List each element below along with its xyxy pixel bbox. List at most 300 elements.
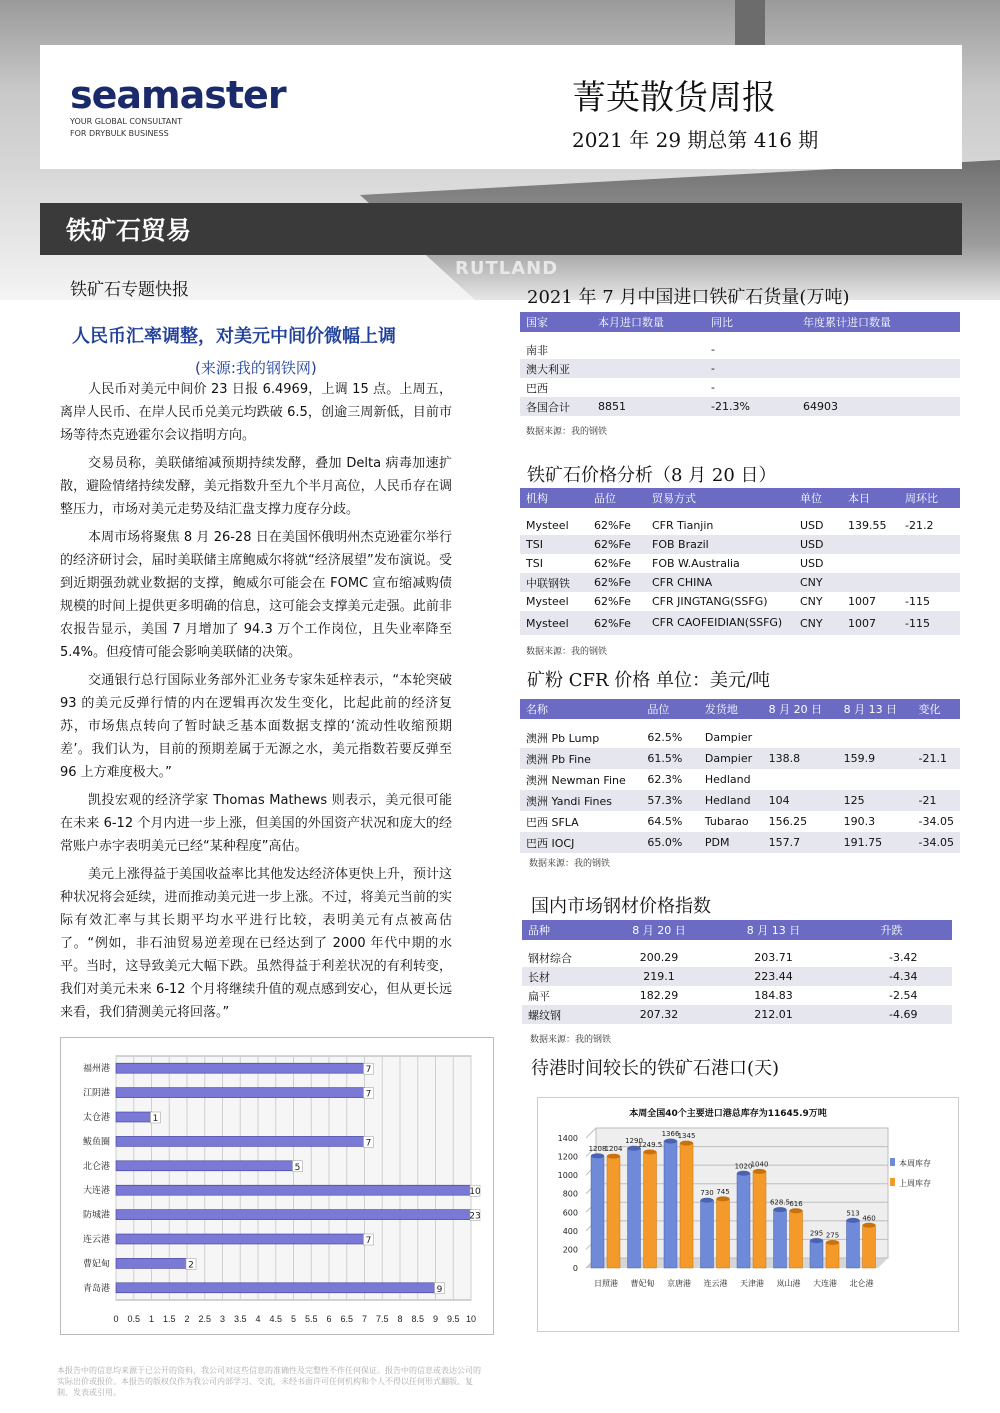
table-cell: CFR JINGTANG(SSFG) xyxy=(652,595,768,608)
data-label: 730 xyxy=(700,1189,714,1198)
table-cell: - xyxy=(711,381,715,394)
table-cell: CFR CAOFEIDIAN(SSFG) xyxy=(646,611,794,635)
table-cell: Mysteel xyxy=(520,611,588,635)
table-row xyxy=(520,359,960,378)
table-header-row xyxy=(520,488,960,508)
article-paragraph: 交通银行总行国际业务部外汇业务专家朱延梓表示，“本轮突破 93 的美元反弹行情的内在逻辑再次发生变化，比起此前的经济复苏，市场焦点转向了暂时缺乏基本面数据支撑的‘流动性收缩预期差’。我们认为，目前的预期差属于无源之水，美元指数若要反弹至 96 上方难度极大。” xyxy=(60,673,452,780)
x-tick-label: 0 xyxy=(113,1314,119,1324)
y-tick-label: 1200 xyxy=(557,1152,578,1162)
table-row xyxy=(520,397,960,416)
table-cell: CNY xyxy=(800,595,823,608)
table-cell: PDM xyxy=(699,832,763,853)
bar xyxy=(116,1063,365,1073)
table-cell: Mysteel xyxy=(526,595,569,608)
column-header: 周环比 xyxy=(899,488,960,508)
table-row xyxy=(520,340,960,359)
bar xyxy=(810,1241,823,1268)
table-cell: 澳洲 Pb Lump xyxy=(526,731,600,745)
table-cell: 澳洲 Newman Fine xyxy=(526,773,626,787)
column-header: 本月进口数量 xyxy=(592,312,705,332)
table-header-row xyxy=(520,312,960,332)
column-header: 升跌 xyxy=(831,920,952,940)
bar-top xyxy=(863,1223,876,1228)
column-header: 8 月 20 日 xyxy=(602,920,716,940)
table-cell: 钢材综合 xyxy=(528,951,572,965)
table-cell: 巴西 xyxy=(526,381,548,395)
table-cell: 巴西 SFLA xyxy=(526,815,579,829)
table-cell: CNY xyxy=(794,611,842,635)
table-cell: 62.5% xyxy=(647,731,683,744)
column-header: 名称 xyxy=(520,699,641,719)
table-cell: USD xyxy=(800,519,824,532)
table-cell: 190.3 xyxy=(843,815,876,828)
table-cell: CFR Tianjin xyxy=(652,519,714,532)
table-row xyxy=(520,811,960,832)
table-cell xyxy=(899,573,960,592)
table-cell: 64.5% xyxy=(647,815,683,828)
y-category-label: 曹妃甸 xyxy=(82,1259,110,1270)
table-cell: -115 xyxy=(899,611,960,635)
data-label: 1020 xyxy=(734,1162,753,1171)
column-header: 贸易方式 xyxy=(646,488,794,508)
x-tick-label: 2 xyxy=(184,1314,190,1324)
logo-wordmark: seamaster xyxy=(70,73,286,117)
y-category-label: 青岛港 xyxy=(82,1283,110,1294)
data-label: 9 xyxy=(436,1284,443,1295)
table-cell: -21.3% xyxy=(705,397,797,416)
x-category-label: 天津港 xyxy=(740,1279,764,1288)
column-header: 品种 xyxy=(522,920,602,940)
waiting-days-chart-svg xyxy=(61,1038,493,1334)
table-cell: USD xyxy=(800,557,824,570)
table-cell: 104 xyxy=(763,790,838,811)
ore-price-source-note: 数据来源：我的钢铁 xyxy=(526,647,608,657)
table-cell: 62%Fe xyxy=(588,573,646,592)
bar xyxy=(863,1225,876,1268)
table-cell: 184.83 xyxy=(754,989,793,1002)
y-tick-label: 200 xyxy=(562,1245,578,1255)
bar xyxy=(826,1242,839,1268)
data-label: 513 xyxy=(846,1209,860,1218)
table-cell xyxy=(842,573,899,592)
ship-name-label: RUTLAND xyxy=(455,258,559,279)
table-cell: -3.42 xyxy=(889,951,918,964)
table-cell: FOB Brazil xyxy=(646,535,794,554)
bar xyxy=(790,1211,803,1268)
data-label: 7 xyxy=(365,1089,372,1100)
section-title: 铁矿石贸易 xyxy=(66,216,192,245)
table-row xyxy=(520,611,960,635)
table-cell: -21.2 xyxy=(905,519,934,532)
table-row xyxy=(520,535,960,554)
table-cell xyxy=(842,535,899,554)
steel-table xyxy=(522,920,952,1024)
column-header: 8 月 13 日 xyxy=(838,699,913,719)
table-cell: 182.29 xyxy=(639,989,679,1002)
article-source: (来源:我的钢铁网) xyxy=(195,359,317,377)
bar-top xyxy=(591,1153,604,1158)
table-cell xyxy=(842,554,899,573)
table-cell: Hedland xyxy=(699,790,763,811)
logo-tagline-2: FOR DRYBULK BUSINESS xyxy=(70,129,169,138)
table-cell: 125 xyxy=(838,790,913,811)
x-tick-label: 9.5 xyxy=(446,1314,460,1324)
bar-top xyxy=(826,1240,839,1245)
data-label: 7 xyxy=(365,1236,372,1246)
table-cell: 澳大利亚 xyxy=(520,359,592,378)
bar-top xyxy=(753,1169,766,1174)
table-cell: 61.5% xyxy=(641,748,699,769)
x-category-label: 岚山港 xyxy=(776,1279,801,1288)
table-cell: 65.0% xyxy=(641,832,699,853)
data-label: 1249.5 xyxy=(637,1140,663,1149)
data-label: 5 xyxy=(294,1162,301,1173)
x-tick-label: 4 xyxy=(255,1314,261,1324)
bar-top xyxy=(717,1196,730,1201)
bar xyxy=(680,1143,693,1268)
table-row xyxy=(520,516,960,535)
chart-title: 本周全国40个主要进口港总库存为11645.9万吨 xyxy=(629,1109,827,1119)
steel-table-wrap xyxy=(522,920,952,1024)
table-cell: 各国合计 xyxy=(520,397,592,416)
table-cell: 223.44 xyxy=(716,967,831,986)
y-category-label: 北仑港 xyxy=(82,1161,110,1172)
bar-top xyxy=(680,1141,693,1146)
table-cell: -34.05 xyxy=(913,832,960,853)
legend-label: 上周库存 xyxy=(899,1179,931,1188)
x-category-label: 曹妃甸 xyxy=(630,1279,655,1288)
table-cell: 巴西 IOCJ xyxy=(520,832,641,853)
article-paragraph: 凯投宏观的经济学家 Thomas Mathews 则表示，美元很可能在未来 6-12 个月内进一步上涨，但美国的外国资产状况和庞大的经常账户赤字表明美元已经“某种程度”高估。 xyxy=(60,793,452,854)
table-cell xyxy=(899,554,960,573)
table-cell xyxy=(592,359,705,378)
bar-top xyxy=(644,1149,657,1154)
article-paragraph: 美元上涨得益于美国收益率比其他发达经济体更快上升，预计这种状况将会延续，进而推动美元进一步上涨。不过，将美元当前的实际有效汇率与其长期平均水平进行比较，表明美元有点被高估了。“例如，非石油贸易逆差现在已经达到了 2000 年代中期的水平。当时，这导致美元大幅下跌。虽然得益于利差状况的有利转变，我们对美元未来 6-12 个月将继续升值的观点感到安心，但从更长远来看，我们猜测美元将回落。” xyxy=(60,867,453,1020)
table-cell: 长材 xyxy=(522,967,602,986)
bar-top xyxy=(774,1207,787,1212)
table-cell: 8851 xyxy=(592,397,705,416)
y-tick-label: 1000 xyxy=(557,1171,578,1181)
bar xyxy=(753,1171,766,1268)
bar-top xyxy=(664,1139,677,1144)
x-tick-label: 0.5 xyxy=(127,1314,141,1324)
data-label: 616 xyxy=(789,1199,803,1208)
x-category-label: 京唐港 xyxy=(667,1279,691,1288)
ore-price-title: 铁矿石价格分析（8 月 20 日） xyxy=(527,465,777,486)
data-label: 1 xyxy=(152,1114,159,1124)
table-cell xyxy=(899,535,960,554)
table-cell xyxy=(592,378,705,397)
x-tick-label: 8.5 xyxy=(411,1314,425,1324)
table-row xyxy=(522,967,952,986)
bar xyxy=(701,1200,714,1268)
ore-price-table-wrap xyxy=(520,488,960,635)
table-header-row xyxy=(520,699,960,719)
table-cell xyxy=(797,340,960,359)
column-header: 发货地 xyxy=(699,699,763,719)
x-tick-label: 2.5 xyxy=(198,1314,212,1324)
y-category-label: 连云港 xyxy=(82,1235,110,1245)
port-inventory-chart-svg xyxy=(538,1098,958,1331)
bar-top xyxy=(790,1208,803,1213)
table-cell xyxy=(797,378,960,397)
column-header: 8 月 13 日 xyxy=(716,920,831,940)
column-header: 变化 xyxy=(913,699,960,719)
column-header: 机构 xyxy=(520,488,588,508)
article-body xyxy=(60,378,452,1029)
y-category-label: 江阴港 xyxy=(82,1088,110,1099)
bar xyxy=(774,1210,787,1268)
bar xyxy=(116,1136,365,1146)
table-row xyxy=(520,832,960,853)
table-cell xyxy=(592,340,705,359)
table-cell: CNY xyxy=(794,573,842,592)
table-cell: 62%Fe xyxy=(594,557,631,570)
table-row xyxy=(520,554,960,573)
fines-title: 矿粉 CFR 价格 单位：美元/吨 xyxy=(527,670,771,691)
report-title: 菁英散货周报 xyxy=(572,78,776,118)
table-cell: -2.54 xyxy=(889,989,918,1002)
table-cell: 62%Fe xyxy=(588,535,646,554)
table-cell: Dampier xyxy=(699,748,763,769)
table-row xyxy=(520,592,960,611)
data-label: 1040 xyxy=(750,1160,769,1169)
data-label: 745 xyxy=(716,1187,730,1196)
table-cell: -115 xyxy=(905,595,930,608)
x-category-label: 北仑港 xyxy=(849,1279,874,1288)
x-tick-label: 1 xyxy=(148,1314,155,1324)
table-cell: 191.75 xyxy=(838,832,913,853)
table-row xyxy=(520,378,960,397)
issue-number: 2021 年 29 期总第 416 期 xyxy=(572,128,819,152)
table-cell: Hedland xyxy=(704,773,751,786)
gridline-side xyxy=(586,1128,596,1138)
y-tick-label: 800 xyxy=(562,1189,578,1199)
legend-swatch xyxy=(890,1158,895,1166)
table-cell: 219.1 xyxy=(602,967,716,986)
x-category-label: 日照港 xyxy=(594,1279,618,1288)
table-row xyxy=(520,727,960,748)
x-tick-label: 3.5 xyxy=(233,1314,247,1324)
bar xyxy=(116,1258,187,1268)
table-cell: 207.32 xyxy=(602,1005,716,1024)
fines-table xyxy=(520,699,960,853)
table-cell: -4.34 xyxy=(831,967,952,986)
table-row xyxy=(520,790,960,811)
port-inventory-chart xyxy=(537,1097,959,1332)
column-header: 年度累计进口数量 xyxy=(797,312,960,332)
table-header-row xyxy=(522,920,952,940)
x-tick-label: 10 xyxy=(465,1314,477,1324)
table-cell: 62.3% xyxy=(647,773,683,786)
data-label: 628.5 xyxy=(769,1198,791,1207)
table-cell xyxy=(838,769,913,790)
x-category-label: 连云港 xyxy=(703,1279,728,1288)
table-row xyxy=(520,573,960,592)
article-paragraph: 交易员称，美联储缩减预期持续发酵，叠加 Delta 病毒加速扩散，避险情绪持续发酵，美元指数升至九个半月高位，人民币存在调整压力，市场对美元走势及结汇盘支撑力度存分歧。 xyxy=(60,456,452,517)
data-label: 1345 xyxy=(677,1132,696,1141)
table-cell: - xyxy=(705,359,797,378)
table-cell: 159.9 xyxy=(838,748,913,769)
bar xyxy=(717,1199,730,1268)
table-cell: FOB W.Australia xyxy=(652,557,740,570)
data-label: 275 xyxy=(825,1231,840,1240)
imports-source-note: 数据来源：我的钢铁 xyxy=(526,427,608,437)
y-tick-label: 600 xyxy=(562,1208,578,1218)
x-tick-label: 5 xyxy=(290,1314,297,1324)
column-header: 本日 xyxy=(842,488,899,508)
table-cell: 扁平 xyxy=(528,989,550,1003)
x-tick-label: 9 xyxy=(432,1314,439,1324)
table-cell: 螺纹钢 xyxy=(522,1005,602,1024)
bar xyxy=(607,1156,620,1268)
table-cell xyxy=(763,769,838,790)
imports-table-wrap xyxy=(520,312,960,416)
table-cell: 1007 xyxy=(842,611,899,635)
bar-top xyxy=(701,1198,714,1203)
bar-top xyxy=(847,1218,860,1223)
column-header: 国家 xyxy=(520,312,592,332)
imports-title: 2021 年 7 月中国进口铁矿石货量(万吨) xyxy=(527,287,850,308)
imports-table xyxy=(520,312,960,416)
y-tick-label: 400 xyxy=(562,1226,578,1236)
column-header: 品位 xyxy=(588,488,646,508)
table-row xyxy=(522,1005,952,1024)
column-header: 单位 xyxy=(794,488,842,508)
steel-source-note: 数据来源：我的钢铁 xyxy=(530,1035,612,1045)
table-cell: -21.1 xyxy=(913,748,960,769)
bar xyxy=(644,1152,657,1268)
data-label: 1204 xyxy=(604,1145,623,1154)
table-cell: 澳洲 Pb Fine xyxy=(520,748,641,769)
table-cell xyxy=(838,727,913,748)
table-cell xyxy=(913,727,960,748)
data-label: 295 xyxy=(809,1229,824,1238)
data-label: 10 xyxy=(469,1187,481,1198)
table-cell: -21 xyxy=(913,790,960,811)
x-tick-label: 5.5 xyxy=(304,1314,318,1324)
bar-top xyxy=(607,1154,620,1159)
legend-label: 本周库存 xyxy=(899,1159,931,1168)
column-header: 品位 xyxy=(641,699,699,719)
x-tick-label: 8 xyxy=(397,1314,403,1324)
table-cell: Mysteel xyxy=(526,519,569,532)
table-cell: 62%Fe xyxy=(594,595,631,608)
table-cell: TSI xyxy=(520,535,588,554)
data-label: 460 xyxy=(862,1214,876,1223)
article-paragraph: 人民币对美元中间价 23 日报 6.4969，上调 15 点。上周五，离岸人民币、在岸人民币兑美元均跌破 6.5，创逾三周新低，目前市场等待杰克逊霍尔会议指明方向。 xyxy=(60,382,452,443)
data-label: 2 xyxy=(188,1260,194,1271)
x-tick-label: 4.5 xyxy=(269,1314,283,1324)
bar xyxy=(628,1148,641,1268)
y-category-label: 大连港 xyxy=(82,1186,110,1197)
table-cell: CFR CHINA xyxy=(646,573,794,592)
y-category-label: 防城港 xyxy=(82,1210,110,1221)
ore-price-table xyxy=(520,488,960,635)
steel-title: 国内市场钢材价格指数 xyxy=(531,896,711,917)
table-cell: Tubarao xyxy=(704,815,749,828)
x-tick-label: 1.5 xyxy=(162,1314,176,1324)
y-category-label: 福州港 xyxy=(82,1064,110,1075)
table-cell: 138.8 xyxy=(763,748,838,769)
data-label: 7 xyxy=(365,1138,372,1149)
table-cell: 157.7 xyxy=(763,832,838,853)
table-cell: TSI xyxy=(526,557,543,570)
fines-source-note: 数据来源：我的钢铁 xyxy=(529,859,611,869)
table-cell: USD xyxy=(794,535,842,554)
fines-table-wrap xyxy=(520,699,960,853)
data-label: 23 xyxy=(469,1211,481,1222)
table-cell: 203.71 xyxy=(754,951,793,964)
ship-mast-graphic xyxy=(735,0,765,50)
bar xyxy=(116,1210,471,1220)
y-category-label: 鲅鱼圈 xyxy=(82,1137,110,1148)
table-cell: 156.25 xyxy=(768,815,808,828)
article-headline: 人民币汇率调整，对美元中间价微幅上调 xyxy=(72,326,396,347)
x-tick-label: 6.5 xyxy=(340,1314,354,1324)
column-header: 8 月 20 日 xyxy=(763,699,838,719)
bar xyxy=(116,1112,152,1122)
table-row xyxy=(522,986,952,1005)
bar xyxy=(591,1156,604,1268)
data-label: 1208 xyxy=(588,1144,607,1153)
y-tick-label: 1400 xyxy=(557,1134,578,1143)
x-tick-label: 6 xyxy=(326,1314,332,1324)
legend-swatch xyxy=(890,1178,895,1186)
table-cell xyxy=(797,359,960,378)
table-cell xyxy=(913,769,960,790)
y-tick-label: 0 xyxy=(572,1264,578,1273)
bar xyxy=(116,1283,436,1293)
column-header: 同比 xyxy=(705,312,797,332)
bar-top xyxy=(810,1238,823,1243)
wait-chart-title: 待港时间较长的铁矿石港口(天) xyxy=(531,1058,780,1079)
table-cell: 212.01 xyxy=(716,1005,831,1024)
bar xyxy=(116,1088,365,1098)
bar xyxy=(116,1185,471,1195)
table-cell xyxy=(763,727,838,748)
table-cell: -4.69 xyxy=(831,1005,952,1024)
table-cell: 62%Fe xyxy=(588,611,646,635)
table-cell: 1007 xyxy=(848,595,876,608)
x-tick-label: 7.5 xyxy=(375,1314,389,1324)
table-row xyxy=(520,748,960,769)
data-label: 1290 xyxy=(625,1137,643,1146)
seamaster-logo xyxy=(70,75,286,139)
x-tick-label: 3 xyxy=(219,1314,226,1324)
table-row xyxy=(522,948,952,967)
article-section-label: 铁矿石专题快报 xyxy=(70,280,189,300)
bar xyxy=(664,1141,677,1268)
table-cell: 57.3% xyxy=(641,790,699,811)
waiting-days-chart xyxy=(60,1037,494,1335)
y-category-label: 太仓港 xyxy=(82,1113,110,1123)
bar xyxy=(116,1161,294,1171)
table-cell: 中联钢铁 xyxy=(520,573,588,592)
table-cell: -34.05 xyxy=(918,815,954,828)
table-cell: 200.29 xyxy=(639,951,679,964)
table-row xyxy=(520,769,960,790)
table-cell: 62%Fe xyxy=(594,519,631,532)
bar xyxy=(847,1220,860,1268)
logo-tagline-1: YOUR GLOBAL CONSULTANT xyxy=(70,117,183,126)
data-label: 7 xyxy=(365,1065,372,1076)
table-cell: - xyxy=(711,343,715,356)
disclaimer-text: 本报告中的信息均来源于已公开的资料，我公司对这些信息的准确性及完整性不作任何保证。报告中的信息或表达公司的实际出价或报价。本报告的版权仅作为我公司内部学习、交流，未经书面许可任何机构和个人不得以任何形式翻版、复制、发表或引用。 xyxy=(57,1366,481,1397)
table-cell: 139.55 xyxy=(848,519,887,532)
x-category-label: 大连港 xyxy=(813,1279,837,1288)
bar xyxy=(737,1173,750,1268)
